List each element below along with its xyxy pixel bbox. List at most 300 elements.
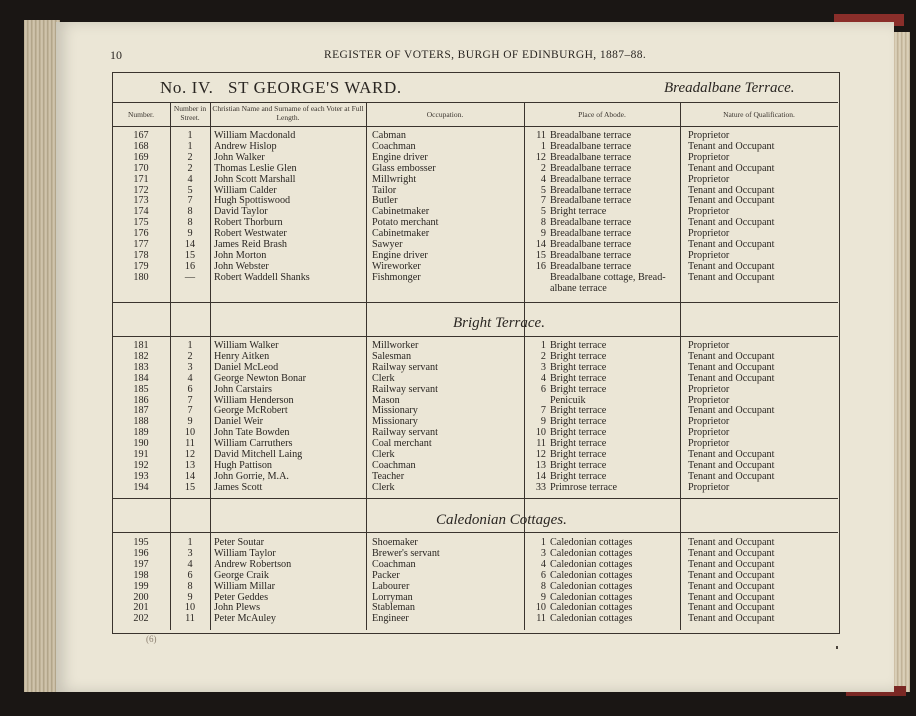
voter-row [112,613,838,624]
abode-place: Penicuik [550,394,586,406]
voter-row [112,537,838,548]
qualification: Proprietor [688,427,730,439]
voter-name: William Millar [214,580,275,592]
voter-row [112,130,838,141]
qualification: Tenant and Occupant [688,350,775,362]
voter-name: Hugh Pattison [214,459,273,471]
voter-number: 195 [133,537,149,548]
street-number: 7 [187,394,193,406]
qualification: Proprietor [688,228,730,240]
street-number: 3 [187,547,193,559]
street-number: 7 [187,195,193,207]
abode-place: Bright terrace [550,459,607,471]
abode-number: 2 [540,350,546,362]
qualification: Tenant and Occupant [688,260,775,272]
street-number: 1 [187,340,193,351]
voter-occupation: Stableman [372,602,416,614]
abode-number: 6 [540,383,546,395]
voter-row [112,141,838,152]
abode-place: Breadalbane terrace [550,140,632,152]
voter-name: Hugh Spottiswood [214,195,291,207]
abode-place: Breadalbane terrace [550,217,632,229]
abode-place: Caledonian cottages [550,602,633,614]
abode-place: Bright terrace [550,350,607,362]
abode-number: 15 [535,249,546,261]
abode-place: albane terrace [550,282,607,294]
voter-occupation: Cabinetmaker [372,228,430,240]
col-head-abode: Place of Abode. [578,110,626,119]
voter-occupation: Coachman [372,459,416,471]
voter-occupation: Mason [372,394,400,406]
voter-name: Daniel McLeod [214,361,279,373]
abode-number: 11 [536,438,546,450]
qualification: Proprietor [688,249,730,261]
voter-row [112,602,838,613]
voter-row [112,174,838,185]
abode-number: 4 [540,558,546,570]
street-number: 6 [187,569,193,581]
voter-number: 172 [133,184,149,196]
abode-place: Bright terrace [550,372,607,384]
qualification: Proprietor [688,151,730,163]
qualification: Proprietor [688,416,730,428]
abode-number: 14 [535,470,546,482]
section-title-bright-terrace: Bright Terrace. [453,315,545,331]
street-number: 9 [187,416,193,428]
voter-number: 191 [133,449,149,460]
voter-row [112,471,838,482]
voter-row [112,185,838,196]
voter-row [112,548,838,559]
qualification: Proprietor [688,206,730,218]
voter-row [112,228,838,239]
abode-number: 11 [536,613,546,625]
voter-occupation: Cabinetmaker [372,206,430,218]
voter-row [112,206,838,217]
voter-number: 175 [133,217,149,229]
voter-row [112,340,838,351]
voter-name: Henry Aitken [214,350,270,362]
street-number: 8 [187,206,193,218]
voter-number: 196 [133,547,149,559]
voter-number: 188 [133,416,149,428]
street-number: 6 [187,383,193,395]
voter-row [112,261,838,272]
voter-row [112,163,838,174]
ink-speck [836,646,838,649]
street-number: 10 [184,427,196,439]
abode-place: Caledonian cottages [550,613,633,625]
qualification: Tenant and Occupant [688,162,775,174]
qualification: Tenant and Occupant [688,547,775,559]
voter-occupation: Engineer [372,613,409,625]
street-number: 14 [184,239,196,250]
street-number: 14 [184,470,196,482]
voter-occupation: Coachman [372,558,416,570]
voter-number: 187 [133,405,149,417]
col-head-occupation: Occupation. [426,110,464,119]
col-head-number: Number. [127,110,155,119]
abode-number: 5 [540,184,546,196]
abode-place: Bright terrace [550,470,607,482]
voter-number: 171 [133,173,149,185]
section-rule [112,302,838,303]
voter-occupation: Labourer [372,580,410,592]
abode-place: Breadalbane cottage, Bread- [550,271,666,283]
voter-number: 179 [133,260,149,272]
abode-place: Breadalbane terrace [550,173,632,185]
voter-number: 201 [133,602,149,614]
qualification: Tenant and Occupant [688,449,775,460]
voter-row [112,272,838,283]
abode-place: Bright terrace [550,416,607,428]
abode-number: 11 [536,130,546,141]
voter-row [112,373,838,384]
voter-name: Peter McAuley [214,613,276,625]
ward-street-title: Breadalbane Terrace. [664,80,795,96]
abode-place: Bright terrace [550,206,607,218]
abode-place: Bright terrace [550,340,607,351]
voter-name: David Mitchell Laing [214,449,303,460]
qualification: Tenant and Occupant [688,591,775,603]
abode-number: 10 [535,427,546,439]
qualification: Tenant and Occupant [688,602,775,614]
voter-occupation: Engine driver [372,151,428,163]
voter-occupation: Railway servant [372,427,438,439]
voter-row [112,592,838,603]
voter-name: George McRobert [214,405,288,417]
abode-place: Bright terrace [550,405,607,417]
abode-number: 5 [540,206,546,218]
abode-number: 9 [540,416,546,428]
voter-row [112,283,838,294]
ward-title: No. IV. ST GEORGE'S WARD. [160,78,402,97]
voter-name: Robert Waddell Shanks [214,271,310,283]
voter-occupation: Brewer's servant [372,547,440,559]
abode-place: Breadalbane terrace [550,195,632,207]
voter-name: John Carstairs [214,383,273,395]
abode-place: Caledonian cottages [550,569,633,581]
street-number: 1 [187,130,193,141]
abode-number: 10 [535,602,546,614]
voter-row [112,152,838,163]
page-number: 10 [110,48,122,62]
voter-occupation: Glass embosser [372,162,436,174]
voter-row [112,362,838,373]
voter-number: 198 [133,569,149,581]
abode-number: 12 [535,151,546,163]
abode-number: 1 [540,140,546,152]
qualification: Tenant and Occupant [688,239,775,250]
voter-occupation: Missionary [372,405,418,417]
voter-occupation: Engine driver [372,249,428,261]
street-number: 15 [184,249,196,261]
abode-number: 3 [540,547,546,559]
voter-name: David Taylor [214,206,268,218]
qualification: Proprietor [688,438,730,450]
voter-occupation: Potato merchant [372,217,439,229]
voter-row [112,195,838,206]
library-stamp: (6) [146,634,157,644]
street-number: 8 [187,217,193,229]
voter-number: 178 [133,249,149,261]
street-number: 10 [184,602,196,614]
street-number: 9 [187,591,193,603]
voter-occupation: Clerk [372,481,395,493]
voter-name: William Carruthers [214,438,293,450]
abode-place: Caledonian cottages [550,558,633,570]
voter-number: 183 [133,361,149,373]
voter-row [112,570,838,581]
col-head-qualification: Nature of Qualification. [723,110,795,119]
voter-number: 197 [133,558,149,570]
voter-number: 182 [133,350,149,362]
voter-name: Peter Geddes [214,591,269,603]
voter-number: 200 [133,591,149,603]
voter-occupation: Butler [372,195,398,207]
abode-number: 4 [540,173,546,185]
abode-place: Bright terrace [550,438,607,450]
voter-row [112,250,838,261]
abode-place: Breadalbane terrace [550,130,632,141]
abode-place: Bright terrace [550,361,607,373]
qualification: Tenant and Occupant [688,372,775,384]
col-head-street-no: Number in Street. [173,104,207,122]
voter-occupation: Millwright [372,173,417,185]
voter-name: William Walker [214,340,279,351]
voter-number: 192 [133,459,149,471]
voter-row [112,239,838,250]
qualification: Tenant and Occupant [688,569,775,581]
voter-occupation: Wireworker [372,260,421,272]
qualification: Tenant and Occupant [688,195,775,207]
voter-name: John Webster [214,260,269,272]
street-number: 4 [187,558,193,570]
qualification: Tenant and Occupant [688,459,775,471]
voter-number: 169 [133,151,149,163]
qualification: Proprietor [688,173,730,185]
section-rule [112,498,838,499]
qualification: Tenant and Occupant [688,580,775,592]
section-title-caledonian-cottages: Caledonian Cottages. [436,512,567,528]
qualification: Tenant and Occupant [688,470,775,482]
voter-occupation: Coal merchant [372,438,432,450]
voter-row [112,217,838,228]
abode-place: Breadalbane terrace [550,151,632,163]
voter-name: Peter Soutar [214,537,265,548]
voter-name: John Tate Bowden [214,427,290,439]
voter-name: George Craik [214,569,269,581]
voter-row [112,559,838,570]
voter-name: Robert Thorburn [214,217,283,229]
qualification: Tenant and Occupant [688,537,775,548]
abode-place: Breadalbane terrace [550,260,632,272]
voter-row [112,384,838,395]
abode-place: Breadalbane terrace [550,249,632,261]
voter-occupation: Lorryman [372,591,413,603]
street-number: 9 [187,228,193,240]
abode-number: 7 [540,405,546,417]
voter-row [112,482,838,493]
abode-place: Breadalbane terrace [550,162,632,174]
voter-occupation: Millworker [372,340,419,351]
street-number: 8 [187,580,193,592]
voter-number: 180 [133,271,149,283]
voter-occupation: Cabman [372,130,406,141]
abode-place: Breadalbane terrace [550,239,632,250]
abode-place: Primrose terrace [550,481,618,493]
section-rule [112,336,838,337]
voter-row [112,460,838,471]
qualification: Tenant and Occupant [688,558,775,570]
voter-name: James Reid Brash [214,239,287,250]
voter-occupation: Clerk [372,372,395,384]
qualification: Proprietor [688,130,730,141]
voter-number: 199 [133,580,149,592]
qualification: Tenant and Occupant [688,361,775,373]
abode-number: 6 [540,569,546,581]
book-spine-edge [24,20,60,692]
qualification: Tenant and Occupant [688,184,775,196]
street-number: 16 [184,260,196,272]
voter-number: 194 [133,481,149,493]
voter-row [112,351,838,362]
street-number: 11 [185,438,195,450]
abode-place: Breadalbane terrace [550,184,632,196]
street-number: 7 [187,405,193,417]
abode-place: Caledonian cottages [550,580,633,592]
voter-occupation: Packer [372,569,400,581]
abode-number: 9 [540,591,546,603]
voter-name: Robert Westwater [214,228,287,240]
street-number: 12 [184,449,196,460]
voter-number: 189 [133,427,149,439]
voter-row [112,581,838,592]
street-number: 2 [187,162,193,174]
qualification: Proprietor [688,383,730,395]
voter-number: 185 [133,383,149,395]
voter-row [112,449,838,460]
voter-name: William Henderson [214,394,294,406]
abode-place: Caledonian cottages [550,591,633,603]
voter-row [112,438,838,449]
voter-occupation: Teacher [372,470,405,482]
abode-number: 1 [540,340,546,351]
voter-number: 168 [133,140,149,152]
voter-name: John Morton [214,249,267,261]
abode-number: 12 [535,449,546,460]
voter-number: 177 [133,239,149,250]
voter-number: 186 [133,394,149,406]
qualification: Tenant and Occupant [688,140,775,152]
abode-place: Bright terrace [550,427,607,439]
abode-place: Caledonian cottages [550,537,633,548]
voter-number: 181 [133,340,149,351]
qualification: Proprietor [688,394,730,406]
qualification: Tenant and Occupant [688,217,775,229]
abode-number: 9 [540,228,546,240]
qualification: Tenant and Occupant [688,271,775,283]
voter-name: William Calder [214,184,277,196]
voter-occupation: Fishmonger [372,271,421,283]
voter-row [112,416,838,427]
abode-number: 16 [535,260,546,272]
voter-number: 170 [133,162,149,174]
street-number: 4 [187,372,193,384]
voter-name: Andrew Robertson [214,558,292,570]
street-number: 15 [184,481,196,493]
abode-place: Caledonian cottages [550,547,633,559]
voter-occupation: Tailor [372,184,397,196]
running-head: REGISTER OF VOTERS, BURGH OF EDINBURGH, 1887–88. [324,49,647,61]
voter-occupation: Shoemaker [372,537,418,548]
voter-name: John Scott Marshall [214,173,296,185]
voter-occupation: Coachman [372,140,416,152]
voter-name: James Scott [214,481,263,493]
street-number: — [184,271,196,283]
abode-place: Bright terrace [550,449,607,460]
abode-number: 33 [535,481,546,493]
voter-number: 173 [133,195,149,207]
qualification: Tenant and Occupant [688,613,775,625]
header-rule-bottom [112,126,838,127]
street-number: 4 [187,173,193,185]
voter-row [112,405,838,416]
abode-number: 13 [535,459,546,471]
voter-number: 193 [133,470,149,482]
voter-number: 174 [133,206,149,218]
voter-occupation: Sawyer [372,239,403,250]
voter-occupation: Salesman [372,350,412,362]
street-number: 2 [187,151,193,163]
voter-row [112,427,838,438]
voter-occupation: Clerk [372,449,395,460]
qualification: Proprietor [688,340,730,351]
voter-name: Thomas Leslie Glen [214,162,297,174]
voter-name: John Walker [214,151,265,163]
street-number: 11 [185,613,195,625]
voter-name: William Macdonald [214,130,296,141]
qualification: Proprietor [688,481,730,493]
voter-number: 167 [133,130,149,141]
voter-number: 184 [133,372,149,384]
header-rule-top [112,102,838,103]
col-head-name: Christian Name and Surname of each Voter at Full Length. [212,104,364,122]
street-number: 1 [187,140,193,152]
voter-number: 176 [133,228,149,240]
abode-number: 4 [540,372,546,384]
abode-number: 14 [535,239,546,250]
voter-name: Andrew Hislop [214,140,277,152]
voter-number: 202 [133,613,149,625]
voter-name: John Gorrie, M.A. [214,470,289,482]
voter-number: 190 [133,438,149,450]
street-number: 5 [187,184,193,196]
voter-occupation: Railway servant [372,383,438,395]
abode-number: 1 [540,537,546,548]
abode-number: 8 [540,580,546,592]
abode-place: Bright terrace [550,383,607,395]
abode-number: 7 [540,195,546,207]
abode-number: 2 [540,162,546,174]
voter-occupation: Missionary [372,416,418,428]
street-number: 3 [187,361,193,373]
street-number: 13 [184,459,196,471]
section-rule [112,532,838,533]
voter-name: William Taylor [214,547,276,559]
street-number: 1 [187,537,193,548]
street-number: 2 [187,350,193,362]
